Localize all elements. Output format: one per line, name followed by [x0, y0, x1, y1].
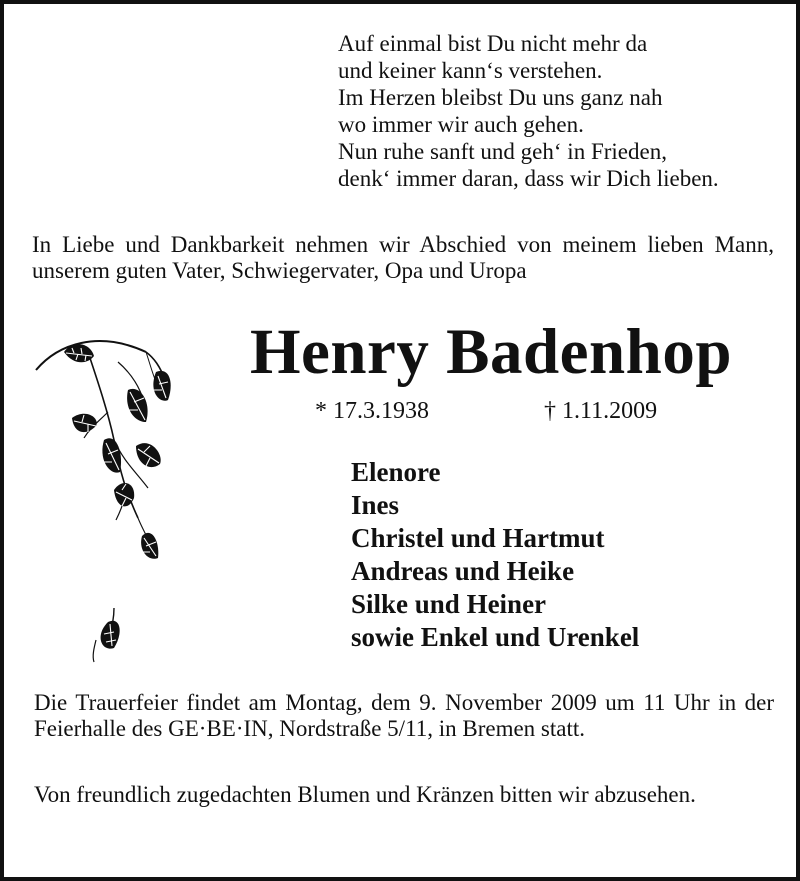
mourner: Ines [351, 490, 400, 520]
birth-date: * 17.3.1938 [315, 398, 429, 424]
poem-line: Nun ruhe sanft und geh‘ in Frieden, [338, 139, 667, 164]
mourner: sowie Enkel und Urenkel [351, 622, 640, 652]
mourner: Elenore [351, 457, 441, 487]
funeral-service-info: Die Trauerfeier findet am Montag, dem 9. November 2009 um 11 Uhr in der Feierhalle des GE·BE·IN, Nordstraße 5/11, in Bremen statt. [34, 690, 774, 741]
mourner: Andreas und Heike [351, 556, 575, 586]
deceased-name: Henry Badenhop [250, 316, 732, 388]
poem-line: wo immer wir auch gehen. [338, 112, 584, 137]
mourner: Silke und Heiner [351, 589, 547, 619]
poem-line: Auf einmal bist Du nicht mehr da [338, 31, 648, 56]
farewell-text: In Liebe und Dankbarkeit nehmen wir Abschied von meinem lieben Mann, unserem guten Vater, Schwiegervater, Opa und Uropa [32, 232, 774, 283]
death-date: † 1.11.2009 [544, 398, 658, 424]
mourners-list [351, 456, 639, 654]
birch-branch-icon [28, 322, 188, 672]
poem-line: denk‘ immer daran, dass wir Dich lieben. [338, 166, 719, 191]
flower-request: Von freundlich zugedachten Blumen und Kränzen bitten wir abzusehen. [34, 782, 696, 807]
poem-line: und keiner kann‘s verstehen. [338, 58, 603, 83]
poem-line: Im Herzen bleibst Du uns ganz nah [338, 85, 663, 110]
poem [338, 30, 719, 192]
mourner: Christel und Hartmut [351, 523, 605, 553]
